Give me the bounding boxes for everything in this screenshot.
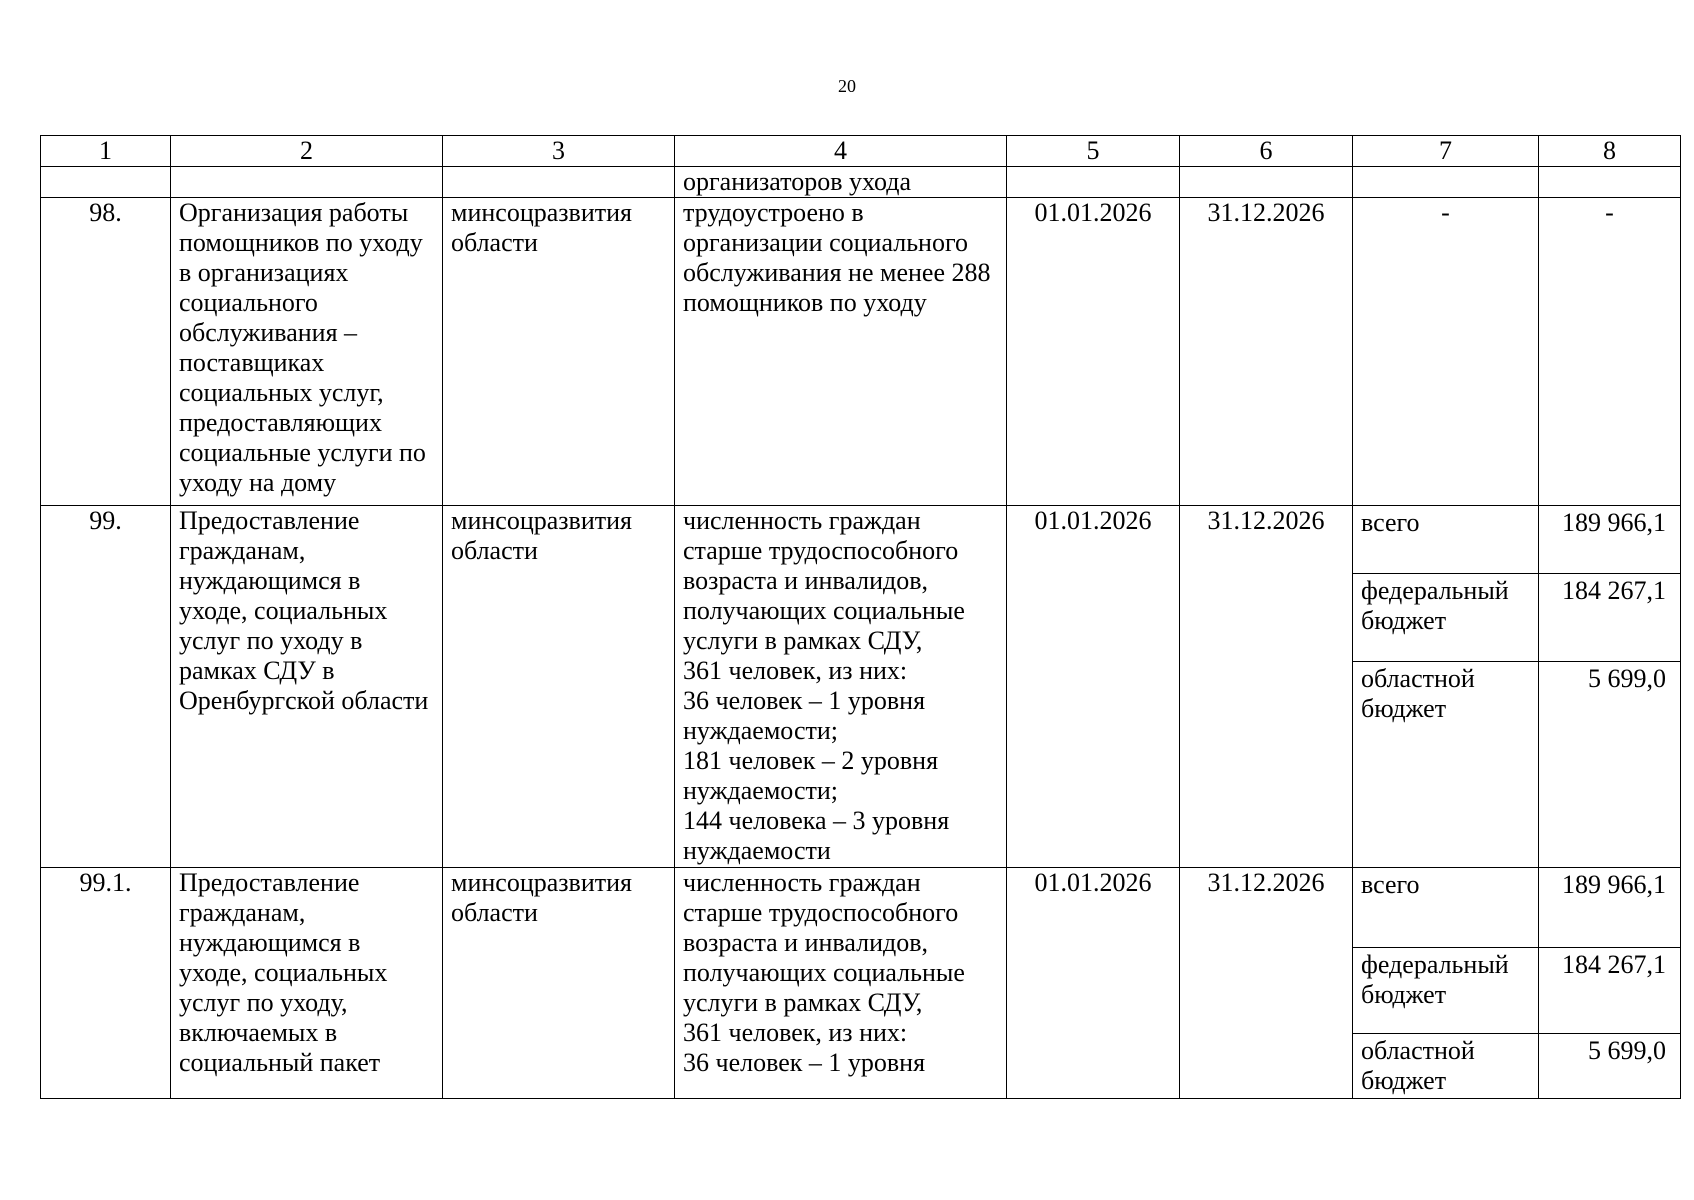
funding-amount: - <box>1539 198 1681 506</box>
executor: минсоцразвития области <box>443 198 675 506</box>
end-date: 31.12.2026 <box>1180 506 1353 868</box>
result-line: 36 человек – 1 уровня нуждаемости; <box>683 686 926 745</box>
result-indicator <box>675 506 1007 868</box>
row-number: 98. <box>41 198 171 506</box>
end-date: 31.12.2026 <box>1180 868 1353 1099</box>
table-row-99-1 <box>41 868 1681 1099</box>
funding-amount: 5 699,0 <box>1588 1036 1666 1065</box>
funding-amounts <box>1539 506 1681 868</box>
funding-amount: 184 267,1 <box>1539 574 1680 662</box>
table-row-99 <box>41 506 1681 868</box>
end-date: 31.12.2026 <box>1180 198 1353 506</box>
result-indicator: трудоустроено в организации социального обслуживания не менее 288 помощников по уходу <box>675 198 1007 506</box>
executor: минсоцразвития области <box>443 506 675 868</box>
funding-amounts <box>1539 868 1681 1099</box>
funding-amount: 184 267,1 <box>1539 948 1680 1034</box>
result-indicator <box>675 868 1007 1099</box>
header-cell: 6 <box>1180 136 1353 167</box>
start-date: 01.01.2026 <box>1007 868 1180 1099</box>
table-row-98 <box>41 198 1681 506</box>
funding-source: всего <box>1353 506 1538 574</box>
funding-source: федеральный бюджет <box>1353 574 1538 662</box>
event-name: Организация работы помощников по уходу в организациях социального обслуживания – поставщиках социальных услуг, предоставляющих социальные услуги по уходу на дому <box>171 198 443 506</box>
funding-source: - <box>1353 198 1539 506</box>
header-cell: 8 <box>1539 136 1681 167</box>
funding-sources <box>1353 868 1539 1099</box>
result-line: численность граждан старше трудоспособного возраста и инвалидов, получающих социальные услуги в рамках СДУ, <box>683 506 965 655</box>
result-line: 181 человек – 2 уровня нуждаемости; <box>683 746 939 805</box>
row-number: 99.1. <box>41 868 171 1099</box>
header-cell: 7 <box>1353 136 1539 167</box>
funding-source: областной бюджет <box>1361 1036 1475 1095</box>
event-name: Предоставление гражданам, нуждающимся в уходе, социальных услуг по уходу в рамках СДУ в Оренбургской области <box>171 506 443 868</box>
result-line: 144 человека – 3 уровня нуждаемости <box>683 806 950 865</box>
funding-source: всего <box>1353 868 1538 948</box>
row-number: 99. <box>41 506 171 868</box>
funding-source: областной бюджет <box>1361 664 1475 723</box>
event-name: Предоставление гражданам, нуждающимся в уходе, социальных услуг по уходу, включаемых в социальный пакет <box>171 868 443 1099</box>
page-number: 20 <box>838 76 856 96</box>
measures-table <box>40 135 1681 1099</box>
funding-amount: 189 966,1 <box>1539 868 1680 948</box>
header-cell: 3 <box>443 136 675 167</box>
start-date: 01.01.2026 <box>1007 506 1180 868</box>
continuation-text: организаторов ухода <box>675 167 1007 198</box>
continuation-row <box>41 167 1681 198</box>
result-line: численность граждан старше трудоспособного возраста и инвалидов, получающих социальные услуги в рамках СДУ, <box>683 868 965 1017</box>
executor: минсоцразвития области <box>443 868 675 1099</box>
result-line: 361 человек, из них: <box>683 656 908 685</box>
header-cell: 4 <box>675 136 1007 167</box>
result-line: 361 человек, из них: <box>683 1018 908 1047</box>
funding-sources <box>1353 506 1539 868</box>
funding-source: федеральный бюджет <box>1353 948 1538 1034</box>
result-line: 36 человек – 1 уровня <box>683 1048 926 1077</box>
header-cell: 2 <box>171 136 443 167</box>
funding-amount: 5 699,0 <box>1588 664 1666 693</box>
header-row <box>41 136 1681 167</box>
header-cell: 5 <box>1007 136 1180 167</box>
start-date: 01.01.2026 <box>1007 198 1180 506</box>
funding-amount: 189 966,1 <box>1539 506 1680 574</box>
header-cell: 1 <box>41 136 171 167</box>
